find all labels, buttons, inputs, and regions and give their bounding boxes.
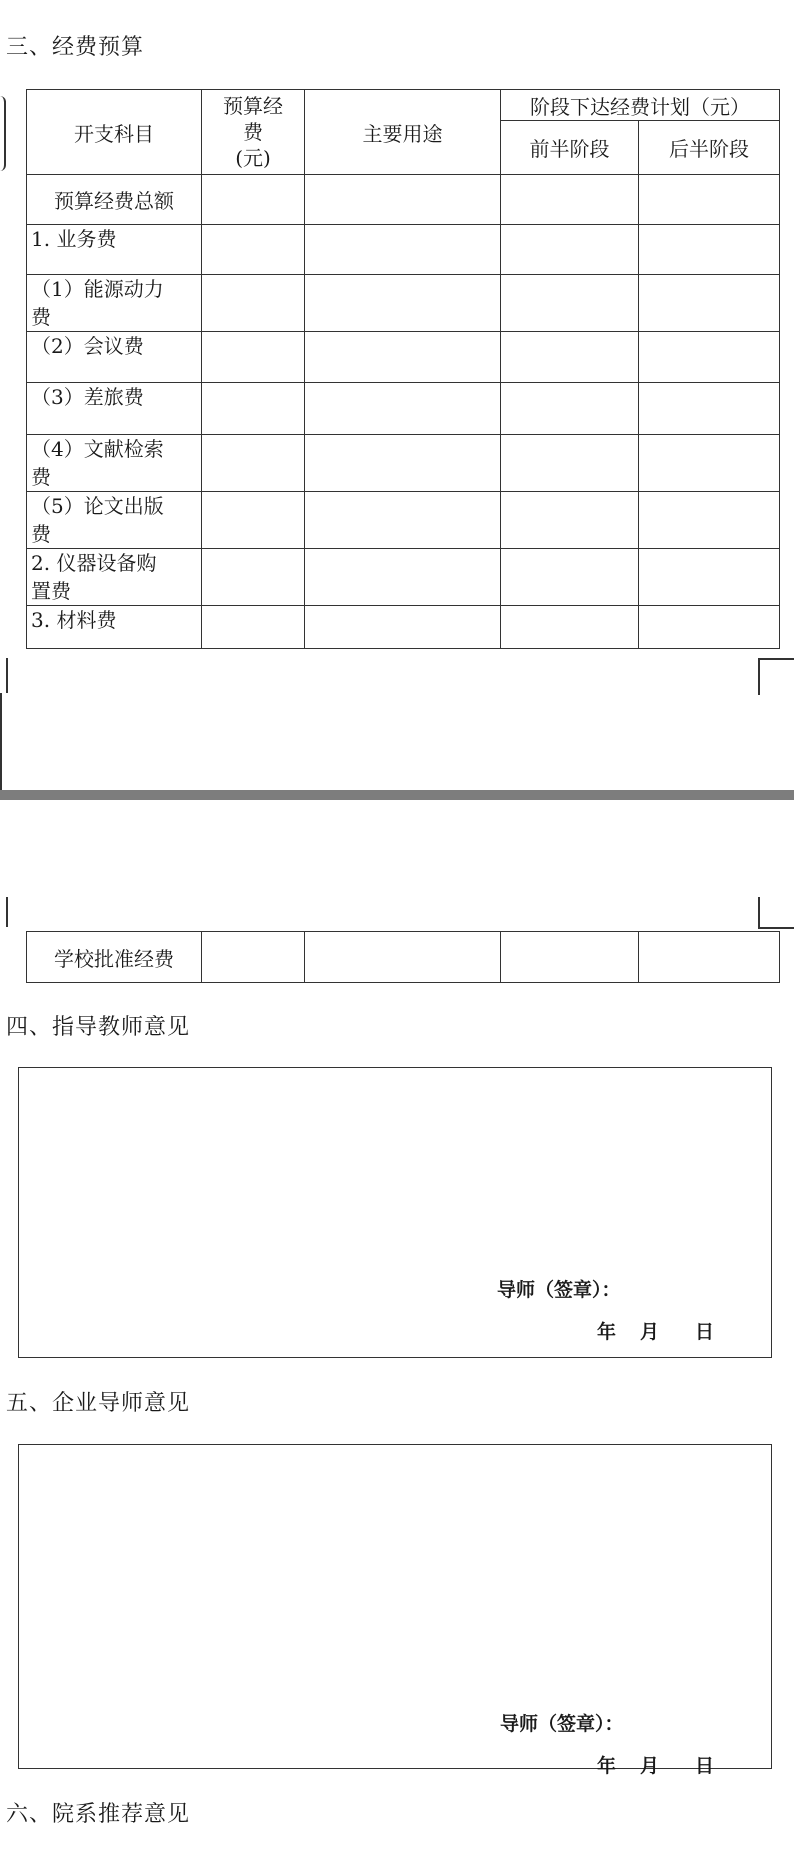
cell[interactable] xyxy=(305,492,501,549)
row-label-line: 置费 xyxy=(31,579,71,603)
row-label-line: 1. 业务费 xyxy=(31,227,117,251)
header-stage-plan: 阶段下达经费计划（元） xyxy=(501,90,780,121)
approved-funding-table xyxy=(26,931,780,983)
row-meeting-label xyxy=(27,332,202,383)
cell[interactable] xyxy=(202,332,305,383)
row-label-line: （4）文献检索 xyxy=(31,437,164,461)
cell[interactable] xyxy=(501,492,639,549)
cell[interactable] xyxy=(639,932,780,983)
row-equipment-label xyxy=(27,549,202,606)
header-first-half: 前半阶段 xyxy=(501,121,639,175)
cell[interactable] xyxy=(202,549,305,606)
cell[interactable] xyxy=(305,175,501,225)
cell[interactable] xyxy=(639,383,780,435)
cell[interactable] xyxy=(305,383,501,435)
header-budget-amount xyxy=(202,90,305,175)
row-publication-label xyxy=(27,492,202,549)
cell[interactable] xyxy=(305,332,501,383)
cell[interactable] xyxy=(501,275,639,332)
enterprise-signature-label: 导师（签章）： xyxy=(500,1713,624,1735)
cell[interactable] xyxy=(639,225,780,275)
date-year: 年 xyxy=(597,1755,617,1777)
page-corner-mark xyxy=(758,658,794,695)
row-literature-label xyxy=(27,435,202,492)
row-total-label: 预算经费总额 xyxy=(27,175,202,225)
cell[interactable] xyxy=(639,175,780,225)
cell[interactable] xyxy=(305,225,501,275)
cell[interactable] xyxy=(501,332,639,383)
header-budget-line2: 费 xyxy=(243,120,263,144)
advisor-opinion-box[interactable] xyxy=(18,1067,772,1358)
header-main-use: 主要用途 xyxy=(305,90,501,175)
cell[interactable] xyxy=(202,275,305,332)
page-edge-line xyxy=(0,693,2,793)
cell[interactable] xyxy=(202,175,305,225)
section-4-title: 四、指导教师意见 xyxy=(6,1015,191,1040)
row-label-line: 3. 材料费 xyxy=(31,608,117,632)
date-month: 月 xyxy=(640,1321,660,1343)
row-approved-label: 学校批准经费 xyxy=(27,932,202,983)
cell[interactable] xyxy=(202,492,305,549)
cell[interactable] xyxy=(501,225,639,275)
row-materials-label xyxy=(27,606,202,649)
cell[interactable] xyxy=(639,435,780,492)
cell[interactable] xyxy=(202,932,305,983)
cell[interactable] xyxy=(202,383,305,435)
row-label-line: 费 xyxy=(31,522,51,546)
cell[interactable] xyxy=(639,275,780,332)
date-day: 日 xyxy=(695,1755,715,1777)
cell[interactable] xyxy=(305,549,501,606)
header-budget-line1: 预算经 xyxy=(223,94,283,118)
cell[interactable] xyxy=(202,606,305,649)
cell[interactable] xyxy=(639,332,780,383)
cell[interactable] xyxy=(501,606,639,649)
row-label-line: （5）论文出版 xyxy=(31,494,164,518)
date-year: 年 xyxy=(597,1321,617,1343)
header-expense-item: 开支科目 xyxy=(27,90,202,175)
row-business-label xyxy=(27,225,202,275)
section-5-title: 五、企业导师意见 xyxy=(6,1391,191,1416)
cell[interactable] xyxy=(501,175,639,225)
cell[interactable] xyxy=(501,383,639,435)
row-label-line: （2）会议费 xyxy=(31,334,144,358)
page-corner-mark xyxy=(758,897,794,929)
cell[interactable] xyxy=(202,225,305,275)
row-travel-label xyxy=(27,383,202,435)
header-budget-line3: (元) xyxy=(235,146,271,170)
page-corner-mark xyxy=(0,658,8,693)
cell[interactable] xyxy=(305,275,501,332)
page-break-band xyxy=(0,790,794,800)
cell[interactable] xyxy=(501,932,639,983)
cell[interactable] xyxy=(305,932,501,983)
scan-edge-mark xyxy=(0,96,6,171)
page-corner-mark xyxy=(0,897,8,927)
row-label-line: 费 xyxy=(31,465,51,489)
date-day: 日 xyxy=(695,1321,715,1343)
row-energy-label xyxy=(27,275,202,332)
advisor-signature-label: 导师（签章）： xyxy=(497,1279,621,1301)
row-label-line: 费 xyxy=(31,305,51,329)
row-label-line: （3）差旅费 xyxy=(31,385,144,409)
cell[interactable] xyxy=(305,435,501,492)
cell[interactable] xyxy=(639,606,780,649)
cell[interactable] xyxy=(639,549,780,606)
row-label-line: 2. 仪器设备购 xyxy=(31,551,157,575)
section-6-title: 六、院系推荐意见 xyxy=(6,1802,191,1827)
cell[interactable] xyxy=(639,492,780,549)
row-label-line: （1）能源动力 xyxy=(31,277,164,301)
cell[interactable] xyxy=(202,435,305,492)
section-3-title: 三、经费预算 xyxy=(6,35,145,60)
enterprise-advisor-opinion-box[interactable] xyxy=(18,1444,772,1777)
cell[interactable] xyxy=(501,549,639,606)
header-second-half: 后半阶段 xyxy=(639,121,780,175)
date-month: 月 xyxy=(640,1755,660,1777)
cell[interactable] xyxy=(305,606,501,649)
cell[interactable] xyxy=(501,435,639,492)
budget-table xyxy=(26,89,780,649)
